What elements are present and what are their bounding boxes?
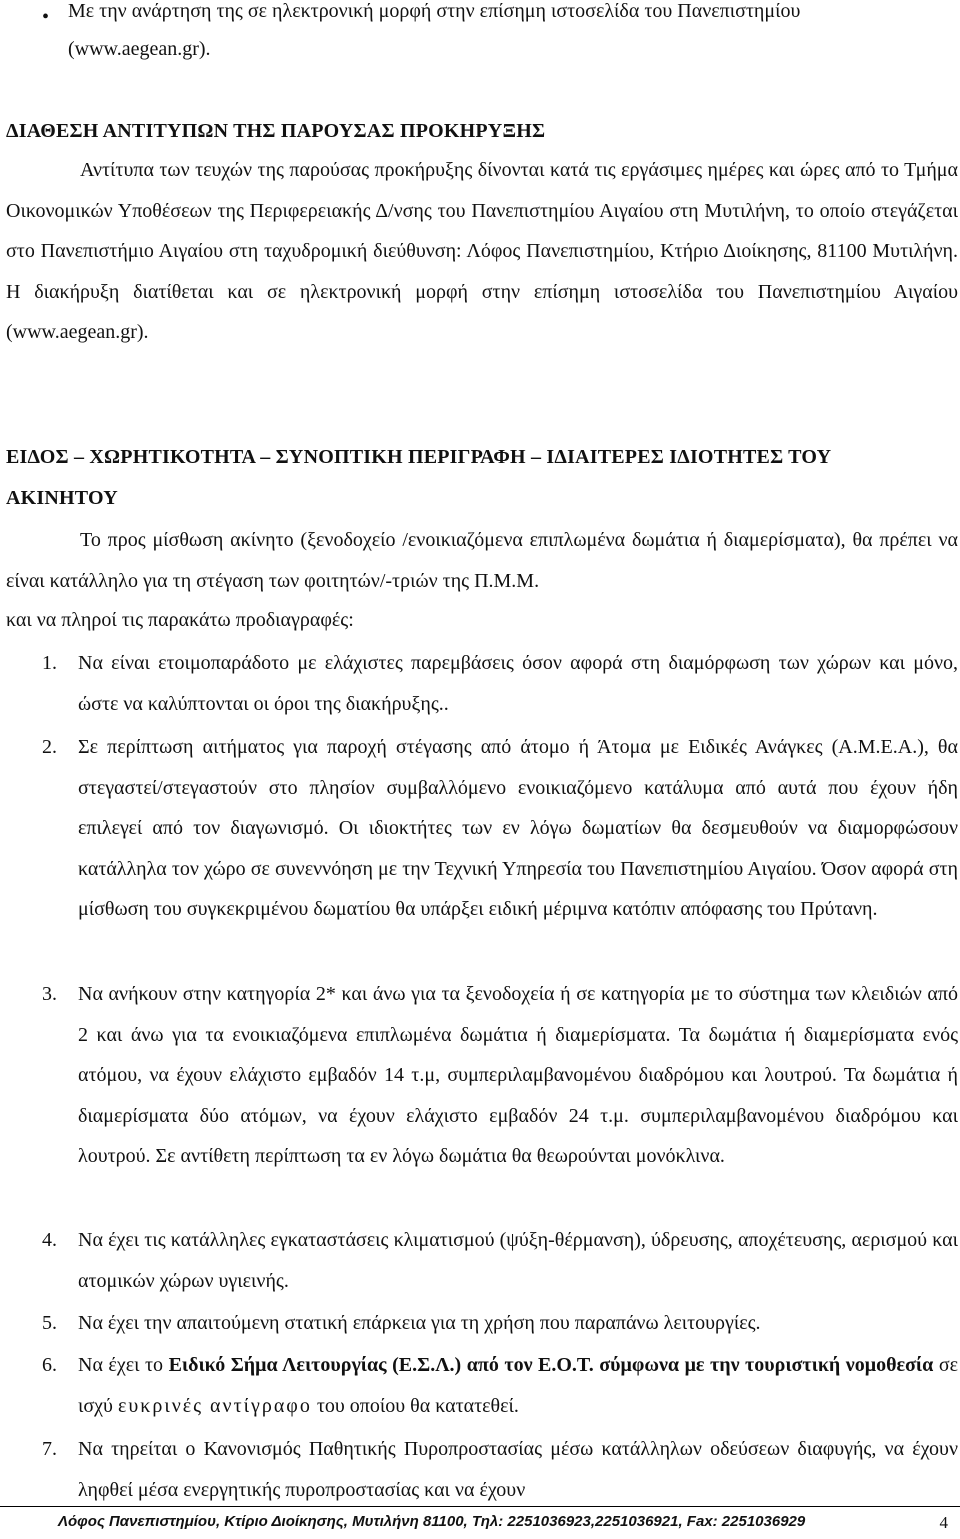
property-paragraph: Το προς μίσθωση ακίνητο (ξενοδοχείο /ενοικιαζόμενα επιπλωμένα δωμάτια ή διαμερίσματα), θα πρέπει να είναι κατάλληλο για τη στέγαση των φοιτητών/-τριών της Π.Μ.Μ. bbox=[6, 529, 958, 592]
item6-bold: Ειδικό Σήμα Λειτουργίας (Ε.Σ.Λ.) από τον Ε.Ο.Τ. σύμφωνα με την τουριστική νομοθεσία bbox=[168, 1354, 934, 1376]
property-heading-line-2: ΑΚΙΝΗΤΟΥ bbox=[6, 487, 118, 509]
intro-line-1: Με την ανάρτηση της σε ηλεκτρονική μορφή στην επίσημη ιστοσελίδα του Πανεπιστημίου bbox=[68, 0, 801, 22]
item6-mid: σε ισχύ bbox=[78, 1354, 958, 1417]
list-item-number: 7. bbox=[42, 1438, 57, 1460]
property-heading-line-1: ΕΙΔΟΣ – ΧΩΡΗΤΙΚΟΤΗΤΑ – ΣΥΝΟΠΤΙΚΗ ΠΕΡΙΓΡΑΦΗ – ΙΔΙΑΙΤΕΡΕΣ ΙΔΙΟΤΗΤΕΣ ΤΟΥ bbox=[6, 446, 832, 468]
page-footer bbox=[0, 1506, 960, 1539]
footer-address: Λόφος Πανεπιστημίου, Κτίριο Διοίκησης, Μυτιλήνη 81100, Τηλ: 2251036923,2251036921, Fax: 2251036929 bbox=[58, 1513, 806, 1530]
list-item-number: 2. bbox=[42, 736, 57, 758]
list-item-text bbox=[78, 1345, 958, 1426]
list-item-number: 1. bbox=[42, 652, 57, 674]
item6-spaced: ευκρινές αντίγραφο bbox=[117, 1394, 312, 1417]
list-item-text: Να είναι ετοιμοπαράδοτο με ελάχιστες παρεμβάσεις όσον αφορά στη διαμόρφωση των χώρων και μόνο, ώστε να καλύπτονται οι όροι της διακήρυξης.. bbox=[78, 652, 958, 715]
copies-paragraph: Αντίτυπα των τευχών της παρούσας προκήρυξης δίνονται κατά τις εργάσιμες ημέρες και ώρες από το Τμήμα Οικονομικών Υποθέσεων της Περιφερειακής Δ/νσης του Πανεπιστημίου Αιγαίου στη Μυτιλήνη, το οποίο στεγάζεται στο Πανεπιστήμιο Αιγαίου στη ταχυδρομική διεύθυνση: Λόφος Πανεπιστημίου, Κτήριο Διοίκησης, 81100 Μυτιλήνη. Η διακήρυξη διατίθεται και σε ηλεκτρονική μορφή στην επίσημη ιστοσελίδα του Πανεπιστημίου Αιγαίου (www.aegean.gr). bbox=[6, 159, 958, 343]
property-paragraph-tail: και να πληροί τις παρακάτω προδιαγραφές: bbox=[6, 609, 354, 631]
intro-line-2: (www.aegean.gr). bbox=[68, 38, 211, 60]
item6-pre: Να έχει το bbox=[78, 1354, 164, 1376]
item6-post: του οποίου θα κατατεθεί. bbox=[316, 1394, 519, 1417]
list-item-text: Σε περίπτωση αιτήματος για παροχή στέγασης από άτομο ή Άτομα με Ειδικές Ανάγκες (Α.Μ.Ε.Α.), θα στεγαστεί/στεγαστούν στο πλησίον συμβαλλόμενο ενοικιαζόμενο κατάλυμα από αυτά που έχουν ήδη επιλεγεί από τον διαγωνισμό. Οι ιδιοκτήτες των εν λόγω δωματίων θα δεσμευθούν να διαμορφώσουν κατάλληλα τον χώρο σε συνεννόηση με την Τεχνική Υπηρεσία του Πανεπιστημίου Αιγαίου. Όσον αφορά στη μίσθωση του συγκεκριμένου δωματίου θα υπάρξει ειδική μέριμνα κατόπιν απόφασης του Πρύτανη. bbox=[78, 736, 958, 920]
list-item-text: Να έχει τις κατάλληλες εγκαταστάσεις κλιματισμού (ψύξη-θέρμανση), ύδρευσης, αποχέτευσης, αερισμού και ατομικών χώρων υγιεινής. bbox=[78, 1229, 958, 1292]
list-item-number: 4. bbox=[42, 1229, 57, 1251]
list-item-text: Να τηρείται ο Κανονισμός Παθητικής Πυροπροστασίας μέσω κατάλληλων οδεύσεων διαφυγής, να έχουν ληφθεί μέσα ενεργητικής πυροπροστασίας και να έχουν bbox=[78, 1438, 958, 1501]
list-item-number: 5. bbox=[42, 1312, 57, 1334]
bullet-icon: • bbox=[42, 6, 50, 28]
copies-heading: ΔΙΑΘΕΣΗ ΑΝΤΙΤΥΠΩΝ ΤΗΣ ΠΑΡΟΥΣΑΣ ΠΡΟΚΗΡΥΞΗΣ bbox=[6, 120, 546, 142]
list-item-number: 3. bbox=[42, 983, 57, 1005]
list-item-number: 6. bbox=[42, 1354, 57, 1376]
list-item-text: Να έχει την απαιτούμενη στατική επάρκεια για τη χρήση που παραπάνω λειτουργίες. bbox=[78, 1312, 761, 1334]
page-number: 4 bbox=[939, 1513, 948, 1532]
list-item-text: Να ανήκουν στην κατηγορία 2* και άνω για τα ξενοδοχεία ή σε κατηγορία με το σύστημα των κλειδιών από 2 και άνω για τα ενοικιαζόμενα επιπλωμένα δωμάτια ή διαμερίσματα. Τα δωμάτια ή διαμερίσματα ενός ατόμου, να έχουν ελάχιστο εμβαδόν 14 τ.μ, συμπεριλαμβανομένου διαδρόμου και λουτρού. Τα δωμάτια ή διαμερίσματα δύο ατόμων, να έχουν ελάχιστο εμβαδόν 24 τ.μ. συμπεριλαμβανομένου διαδρόμου και λουτρού. Σε αντίθετη περίπτωση τα εν λόγω δωμάτια θα θεωρούνται μονόκλινα. bbox=[78, 983, 958, 1167]
